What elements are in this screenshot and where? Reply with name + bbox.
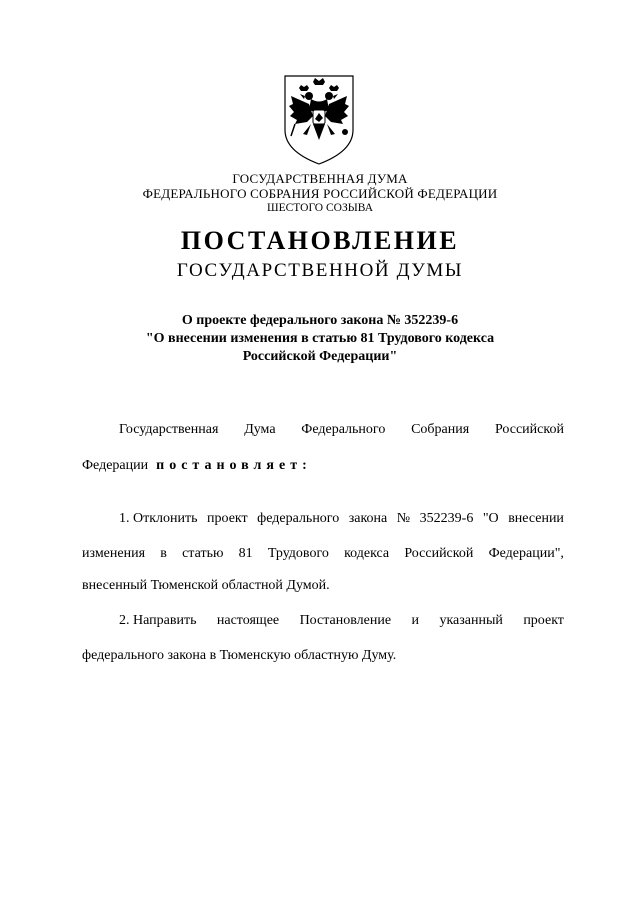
word: внесении (508, 511, 564, 526)
word: Трудового (267, 546, 329, 561)
word: указанный (439, 613, 503, 628)
preamble-line-1 (119, 422, 564, 438)
word: закона (348, 511, 388, 526)
word: Собрания (411, 422, 470, 437)
coat-of-arms-icon (283, 74, 355, 166)
paragraph-2-line-2: федерального закона в Тюменскую областную Думу. (82, 648, 397, 663)
word: изменения (82, 546, 146, 561)
word: 1. Отклонить (119, 511, 198, 526)
word: и (411, 613, 419, 628)
word: 2. Направить (119, 613, 197, 628)
word: федерального (257, 511, 340, 526)
preamble-line-2 (82, 458, 312, 474)
word: № (396, 511, 411, 526)
word: "О (482, 511, 499, 526)
word: 352239-6 (419, 511, 474, 526)
word: Федерального (301, 422, 386, 437)
word: Государственная (119, 422, 219, 437)
org-line-3: ШЕСТОГО СОЗЫВА (266, 202, 374, 214)
org-line-2: ФЕДЕРАЛЬНОГО СОБРАНИЯ РОССИЙСКОЙ ФЕДЕРАЦИИ (142, 186, 498, 201)
word: проект (207, 511, 248, 526)
document-subtype-title: ГОСУДАРСТВЕННОЙ ДУМЫ (176, 260, 464, 281)
subject-line-3: Российской Федерации" (242, 349, 398, 364)
word: Российской (404, 546, 474, 561)
document-type-title: ПОСТАНОВЛЕНИЕ (180, 226, 460, 255)
word: проект (523, 613, 564, 628)
word: Федерации", (488, 546, 564, 561)
word: кодекса (344, 546, 390, 561)
word: Дума (244, 422, 276, 437)
word: в (160, 546, 167, 561)
word: Постановление (299, 613, 392, 628)
word: Российской (494, 422, 564, 437)
paragraph-1-line-3: внесенный Тюменской областной Думой. (82, 578, 330, 593)
paragraph-1-line-1 (119, 511, 564, 527)
paragraph-2-line-1 (119, 613, 564, 629)
word: статью (182, 546, 224, 561)
word: настоящее (216, 613, 280, 628)
subject-line-1: О проекте федерального закона № 352239-6 (181, 313, 459, 328)
paragraph-1-line-2 (82, 546, 564, 562)
preamble-start: Федерации (82, 458, 149, 473)
word: 81 (238, 546, 253, 561)
subject-line-2: "О внесении изменения в статью 81 Трудового кодекса (145, 331, 495, 346)
decree-word: постановляет: (156, 458, 312, 473)
org-line-1: ГОСУДАРСТВЕННАЯ ДУМА (232, 171, 408, 186)
